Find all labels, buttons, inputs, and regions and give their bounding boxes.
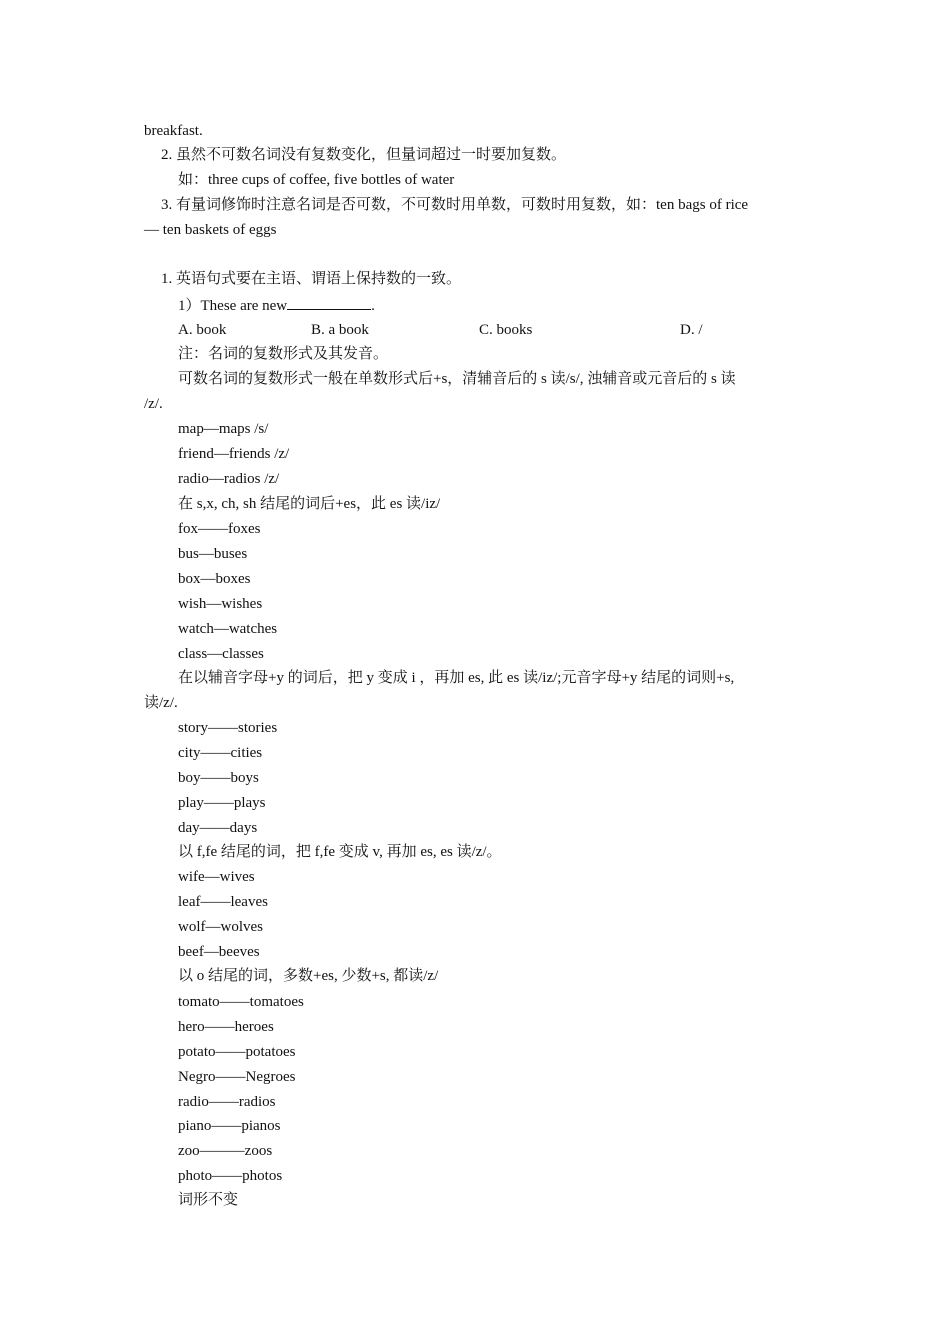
rule-line-continuation: /z/. xyxy=(144,396,163,412)
example-line: leaf——leaves xyxy=(178,894,268,910)
example-line: play——plays xyxy=(178,795,266,811)
example-line: class—classes xyxy=(178,646,264,662)
example-line: city——cities xyxy=(178,745,263,761)
option-b: B. a book xyxy=(311,322,369,338)
rule-line: 可数名词的复数形式一般在单数形式后+s，清辅音后的 s 读/s/, 浊辅音或元音后的 s 读 xyxy=(178,371,736,387)
option-d: D. / xyxy=(680,322,703,338)
rule-line: 词形不变 xyxy=(178,1192,239,1208)
example-line: fox——foxes xyxy=(178,521,261,537)
option-a: A. book xyxy=(178,322,227,338)
example-line: map—maps /s/ xyxy=(178,421,269,437)
example-line: Negro——Negroes xyxy=(178,1069,296,1085)
section-heading-1: 1. 英语句式要在主语、谓语上保持数的一致。 xyxy=(161,271,462,287)
example-line: potato——potatoes xyxy=(178,1044,296,1060)
example-line: radio——radios xyxy=(178,1094,276,1110)
example-line: 如：three cups of coffee, five bottles of water xyxy=(178,172,455,188)
example-line: radio—radios /z/ xyxy=(178,471,280,487)
question-line xyxy=(178,295,375,315)
list-item-2: 2. 虽然不可数名词没有复数变化，但量词超过一时要加复数。 xyxy=(161,147,567,163)
example-line: story——stories xyxy=(178,720,278,736)
example-line: piano——pianos xyxy=(178,1118,281,1134)
example-line: bus—buses xyxy=(178,546,248,562)
note-line: 注：名词的复数形式及其发音。 xyxy=(178,346,389,362)
example-line: beef—beeves xyxy=(178,944,260,960)
question-text: 1）These are new xyxy=(178,298,288,314)
answer-blank xyxy=(287,295,371,310)
example-line: box—boxes xyxy=(178,571,251,587)
rule-line: 在以辅音字母+y 的词后，把 y 变成 i ，再加 es, 此 es 读/iz/;元音字母+y 结尾的词则+s, xyxy=(178,670,735,686)
example-line: wife—wives xyxy=(178,869,255,885)
list-item-3: 3. 有量词修饰时注意名词是否可数，不可数时用单数，可数时用复数，如：ten bags of rice xyxy=(161,197,749,213)
rule-line: 以 f,fe 结尾的词，把 f,fe 变成 v, 再加 es, es 读/z/。 xyxy=(178,844,502,860)
example-line: wish—wishes xyxy=(178,596,263,612)
example-line: day——days xyxy=(178,820,258,836)
example-line: tomato——tomatoes xyxy=(178,994,304,1010)
text-line-continuation: — ten baskets of eggs xyxy=(144,222,277,238)
option-c: C. books xyxy=(479,322,533,338)
example-line: friend—friends /z/ xyxy=(178,446,290,462)
text-line: breakfast. xyxy=(144,123,203,139)
rule-line: 在 s,x, ch, sh 结尾的词后+es，此 es 读/iz/ xyxy=(178,496,441,512)
example-line: wolf—wolves xyxy=(178,919,263,935)
example-line: watch—watches xyxy=(178,621,278,637)
example-line: hero——heroes xyxy=(178,1019,274,1035)
question-period: . xyxy=(371,298,375,314)
example-line: zoo———zoos xyxy=(178,1143,273,1159)
example-line: photo——photos xyxy=(178,1168,283,1184)
rule-line: 以 o 结尾的词，多数+es, 少数+s, 都读/z/ xyxy=(178,968,439,984)
example-line: boy——boys xyxy=(178,770,259,786)
rule-line-continuation: 读/z/. xyxy=(144,695,178,711)
